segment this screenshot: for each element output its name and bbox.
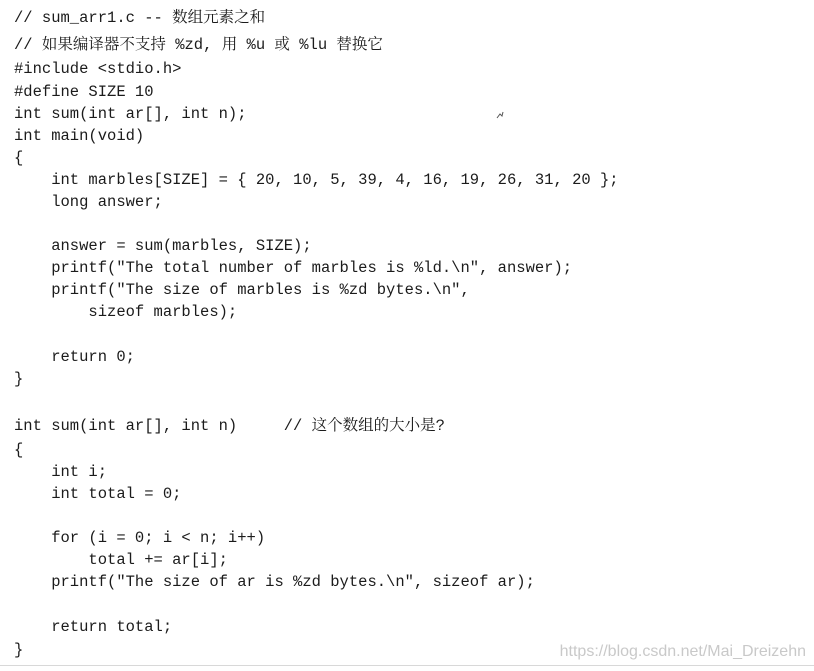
code-line-4: #define SIZE 10 [14,83,154,101]
code-line-17: } [14,370,24,388]
code-line-29: } [14,641,24,659]
code-line-6: int main(void) [14,127,145,145]
bottom-divider [0,665,814,666]
code-line-8: int marbles[SIZE] = { 20, 10, 5, 39, 4, 16, 19, 26, 31, 20 }; [14,171,619,189]
code-line-14: sizeof marbles); [14,303,238,321]
code-line-11: answer = sum(marbles, SIZE); [14,237,312,255]
code-line-13: printf("The size of marbles is %zd bytes.\n", [14,281,470,299]
code-line-20: { [14,441,24,459]
code-line-28: return total; [14,618,173,636]
code-line-7: { [14,149,24,167]
code-line-24: for (i = 0; i < n; i++) [14,529,266,547]
code-line-1: // sum_arr1.c -- 数组元素之和 [14,9,266,27]
code-line-5: int sum(int ar[], int n); [14,105,247,123]
code-line-19: int sum(int ar[], int n) // 这个数组的大小是? [14,417,445,435]
code-line-26: printf("The size of ar is %zd bytes.\n", sizeof ar); [14,573,535,591]
code-line-16: return 0; [14,348,135,366]
code-line-12: printf("The total number of marbles is %ld.\n", answer); [14,259,573,277]
code-line-22: int total = 0; [14,485,182,503]
code-line-9: long answer; [14,193,163,211]
code-line-25: total += ar[i]; [14,551,228,569]
code-line-3: #include <stdio.h> [14,60,182,78]
code-line-2: // 如果编译器不支持 %zd, 用 %u 或 %lu 替换它 [14,36,383,54]
code-line-21: int i; [14,463,108,481]
scan-mark-icon [495,110,505,120]
watermark-text: https://blog.csdn.net/Mai_Dreizehn [559,643,806,660]
